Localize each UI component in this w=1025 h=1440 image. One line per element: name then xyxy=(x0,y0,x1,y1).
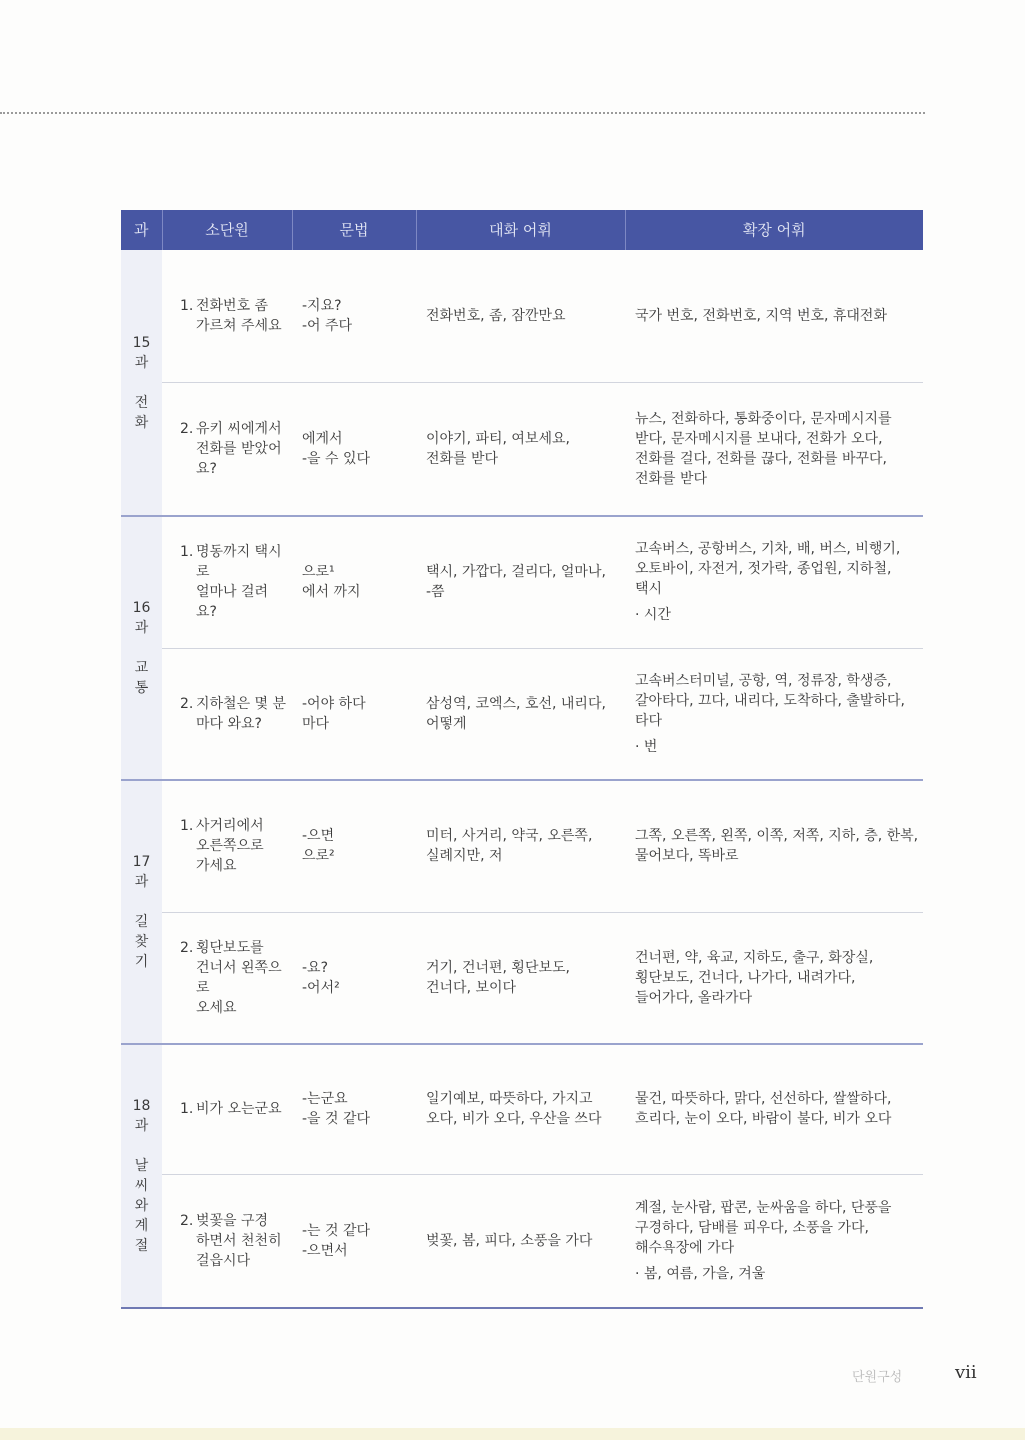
dialogue-vocab-cell: 거기, 건너편, 횡단보도, 건너다, 보이다 xyxy=(416,912,625,1044)
grammar-cell: -는군요 -을 것 같다 xyxy=(292,1044,416,1174)
grammar-cell: -요? -어서² xyxy=(292,912,416,1044)
subunit-number: 2. xyxy=(180,420,194,437)
subunit-number: 1. xyxy=(180,818,194,835)
dotted-rule xyxy=(0,112,925,114)
dialogue-vocab-cell: 삼성역, 코엑스, 호선, 내리다, 어떻게 xyxy=(416,648,625,780)
lesson-17-cell xyxy=(121,780,162,1044)
grammar-cell: -는 것 같다 -으면서 xyxy=(292,1174,416,1308)
table-row xyxy=(121,1044,923,1174)
lesson-suffix: 과 xyxy=(134,620,149,636)
extended-vocab-text: 고속버스터미널, 공항, 역, 정류장, 학생증, 갈아타다, 끄다, 내리다, 도착하다, 출발하다, 타다 xyxy=(635,672,905,729)
grammar-cell: -으면 으로² xyxy=(292,780,416,912)
dialogue-vocab-cell: 일기예보, 따뜻하다, 가지고 오다, 비가 오다, 우산을 쓰다 xyxy=(416,1044,625,1174)
extended-vocab-extra: · 시간 xyxy=(635,607,671,624)
header-subunit: 소단원 xyxy=(162,210,292,250)
extended-vocab-text: 뉴스, 전화하다, 통화중이다, 문자메시지를 받다, 문자메시지를 보내다, 전화가 오다, 전화를 걸다, 전화를 끊다, 전화를 바꾸다, 전화를 받다 xyxy=(635,410,892,487)
table-row xyxy=(121,912,923,1044)
subunit-title: 지하철은 몇 분 마다 와요? xyxy=(196,695,287,732)
extended-vocab-text: 건너편, 약, 육교, 지하도, 출구, 화장실, 횡단보도, 건너다, 나가다, 내려가다, 들어가다, 올라가다 xyxy=(635,949,874,1006)
subunit-number: 2. xyxy=(180,695,194,712)
subunit-title: 전화번호 좀 가르쳐 주세요 xyxy=(196,297,282,334)
extended-vocab-cell xyxy=(625,1044,923,1174)
subunit-cell xyxy=(162,382,292,516)
lesson-topic: 날 씨 와 계 절 xyxy=(134,1158,149,1254)
subunit-cell xyxy=(162,516,292,648)
subunit-title: 사거리에서 오른쪽으로 가세요 xyxy=(196,818,264,875)
dialogue-vocab-cell: 미터, 사거리, 약국, 오른쪽, 실례지만, 저 xyxy=(416,780,625,912)
subunit-cell xyxy=(162,648,292,780)
extended-vocab-cell xyxy=(625,516,923,648)
extended-vocab-cell xyxy=(625,250,923,382)
subunit-cell xyxy=(162,250,292,382)
extended-vocab-text: 물건, 따뜻하다, 맑다, 선선하다, 쌀쌀하다, 흐리다, 눈이 오다, 바람이 불다, 비가 오다 xyxy=(635,1091,892,1128)
subunit-title: 비가 오는군요 xyxy=(196,1101,282,1118)
grammar-cell: 으로¹ 에서 까지 xyxy=(292,516,416,648)
table-row xyxy=(121,516,923,648)
extended-vocab-cell xyxy=(625,780,923,912)
subunit-cell xyxy=(162,1174,292,1308)
extended-vocab-cell xyxy=(625,1174,923,1308)
lesson-18-cell xyxy=(121,1044,162,1308)
dialogue-vocab-cell: 벚꽃, 봄, 피다, 소풍을 가다 xyxy=(416,1174,625,1308)
header-grammar: 문법 xyxy=(292,210,416,250)
extended-vocab-extra: · 번 xyxy=(635,738,658,755)
grammar-cell: -어야 하다 마다 xyxy=(292,648,416,780)
lesson-number: 15 xyxy=(132,334,151,351)
extended-vocab-cell xyxy=(625,912,923,1044)
extended-vocab-cell xyxy=(625,648,923,780)
lesson-number: 17 xyxy=(132,854,151,870)
table-row xyxy=(121,648,923,780)
subunit-title: 횡단보도를 건너서 왼쪽으로 오세요 xyxy=(196,939,282,1016)
table-header xyxy=(121,210,923,250)
header-lesson: 과 xyxy=(121,210,162,250)
subunit-title: 벚꽃을 구경 하면서 천천히 걸읍시다 xyxy=(196,1212,282,1269)
page-number: vii xyxy=(955,1362,977,1383)
dialogue-vocab-cell: 택시, 가깝다, 걸리다, 얼마나, -쯤 xyxy=(416,516,625,648)
table-row xyxy=(121,382,923,516)
table-row xyxy=(121,780,923,912)
lesson-suffix: 과 xyxy=(134,1118,149,1134)
subunit-cell xyxy=(162,912,292,1044)
bottom-edge xyxy=(0,1428,1025,1440)
subunit-cell xyxy=(162,780,292,912)
subunit-number: 2. xyxy=(180,1212,194,1229)
lesson-number: 16 xyxy=(132,600,151,616)
lesson-suffix: 과 xyxy=(134,874,149,890)
grammar-cell: 에게서 -을 수 있다 xyxy=(292,382,416,516)
lesson-15-cell xyxy=(121,250,162,516)
subunit-title: 유키 씨에게서 전화를 받았어요? xyxy=(196,420,282,477)
lesson-topic: 길 찾 기 xyxy=(134,914,149,970)
subunit-cell xyxy=(162,1044,292,1174)
lesson-suffix: 과 xyxy=(134,354,149,371)
dialogue-vocab-cell: 이야기, 파티, 여보세요, 전화를 받다 xyxy=(416,382,625,516)
dialogue-vocab-cell: 전화번호, 좀, 잠깐만요 xyxy=(416,250,625,382)
subunit-title: 명동까지 택시로 얼마나 걸려요? xyxy=(196,544,282,621)
lesson-topic: 전 화 xyxy=(134,394,149,431)
subunit-number: 1. xyxy=(180,544,194,561)
grammar-cell: -지요? -어 주다 xyxy=(292,250,416,382)
extended-vocab-text: 계절, 눈사람, 팝콘, 눈싸움을 하다, 단풍을 구경하다, 담배를 피우다, 소풍을 가다, 해수욕장에 가다 xyxy=(635,1199,892,1256)
extended-vocab-cell xyxy=(625,382,923,516)
subunit-number: 1. xyxy=(180,1101,194,1118)
subunit-number: 2. xyxy=(180,939,194,956)
unit-table xyxy=(121,210,923,1309)
lesson-16-cell xyxy=(121,516,162,780)
lesson-topic: 교 통 xyxy=(134,660,149,696)
header-extended-vocab: 확장 어휘 xyxy=(625,210,923,250)
header-dialogue-vocab: 대화 어휘 xyxy=(416,210,625,250)
lesson-number: 18 xyxy=(132,1098,151,1114)
extended-vocab-text: 그쪽, 오른쪽, 왼쪽, 이쪽, 저쪽, 지하, 층, 한복, 물어보다, 똑바로 xyxy=(635,828,919,865)
table-row xyxy=(121,250,923,382)
subunit-number: 1. xyxy=(180,297,194,314)
extended-vocab-text: 고속버스, 공항버스, 기차, 배, 버스, 비행기, 오토바이, 자전거, 젓가락, 종업원, 지하철, 택시 xyxy=(635,541,901,598)
section-label: 단원구성 xyxy=(852,1370,903,1385)
extended-vocab-text: 국가 번호, 전화번호, 지역 번호, 휴대전화 xyxy=(635,307,887,324)
extended-vocab-extra: · 봄, 여름, 가을, 겨울 xyxy=(635,1265,766,1282)
table-row xyxy=(121,1174,923,1308)
